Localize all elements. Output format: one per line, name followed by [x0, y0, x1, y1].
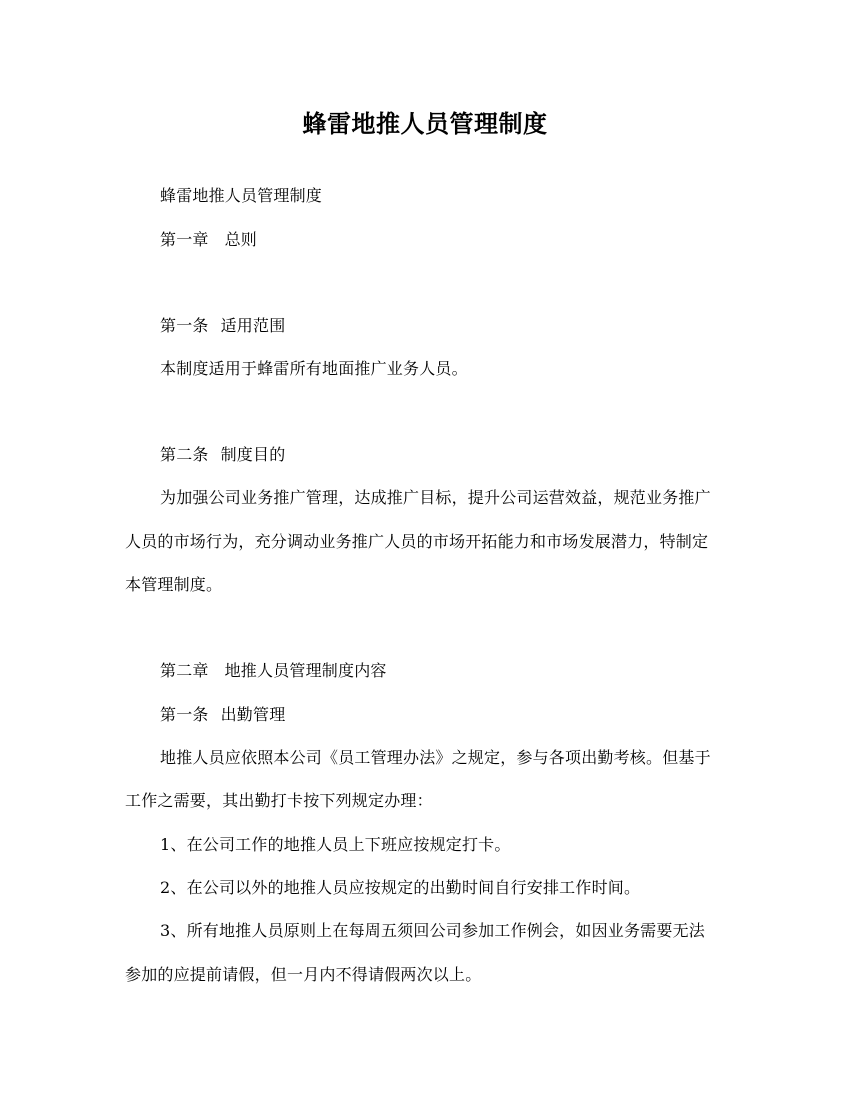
- chapter-2-heading: [160, 660, 387, 682]
- article-2-1-number: 第一条: [160, 705, 209, 724]
- article-1-1-text: 本制度适用于蜂雷所有地面推广业务人员。: [160, 359, 468, 378]
- document-title: 蜂雷地推人员管理制度: [302, 109, 548, 138]
- article-1-1-number: 第一条: [160, 316, 209, 335]
- chapter-2-number: 第二章: [160, 661, 209, 680]
- article-1-2-text-line-2: 人员的市场行为，充分调动业务推广人员的市场开拓能力和市场发展潜力，特制定: [125, 532, 709, 551]
- article-2-1-text-line-1: 地推人员应依照本公司《员工管理办法》之规定，参与各项出勤考核。但基于: [160, 748, 711, 767]
- article-1-2-number: 第二条: [160, 445, 209, 464]
- article-1-2-heading: [160, 444, 285, 466]
- article-1-2-text-line-1: 为加强公司业务推广管理，达成推广目标，提升公司运营效益，规范业务推广: [160, 488, 711, 507]
- rule-3-line-2: 参加的应提前请假，但一月内不得请假两次以上。: [125, 965, 482, 984]
- article-1-2-text-line-3: 本管理制度。: [125, 575, 223, 594]
- article-2-1-name: 出勤管理: [220, 705, 286, 724]
- article-1-1-heading: [160, 315, 285, 337]
- article-2-1-heading: [160, 704, 285, 726]
- chapter-1-name: 总则: [224, 230, 258, 249]
- rule-1: 1、在公司工作的地推人员上下班应按规定打卡。: [160, 835, 511, 854]
- rule-2: 2、在公司以外的地推人员应按规定的出勤时间自行安排工作时间。: [160, 878, 641, 897]
- rule-3-line-1: 3、所有地推人员原则上在每周五须回公司参加工作例会，如因业务需要无法: [160, 921, 705, 940]
- article-1-1-name: 适用范围: [220, 316, 286, 335]
- chapter-1-number: 第一章: [160, 230, 209, 249]
- chapter-2-name: 地推人员管理制度内容: [224, 661, 387, 680]
- document-subtitle: 蜂雷地推人员管理制度: [160, 186, 323, 205]
- article-1-2-name: 制度目的: [220, 445, 286, 464]
- article-2-1-text-line-2: 工作之需要，其出勤打卡按下列规定办理：: [125, 791, 433, 810]
- chapter-1-heading: [160, 229, 257, 251]
